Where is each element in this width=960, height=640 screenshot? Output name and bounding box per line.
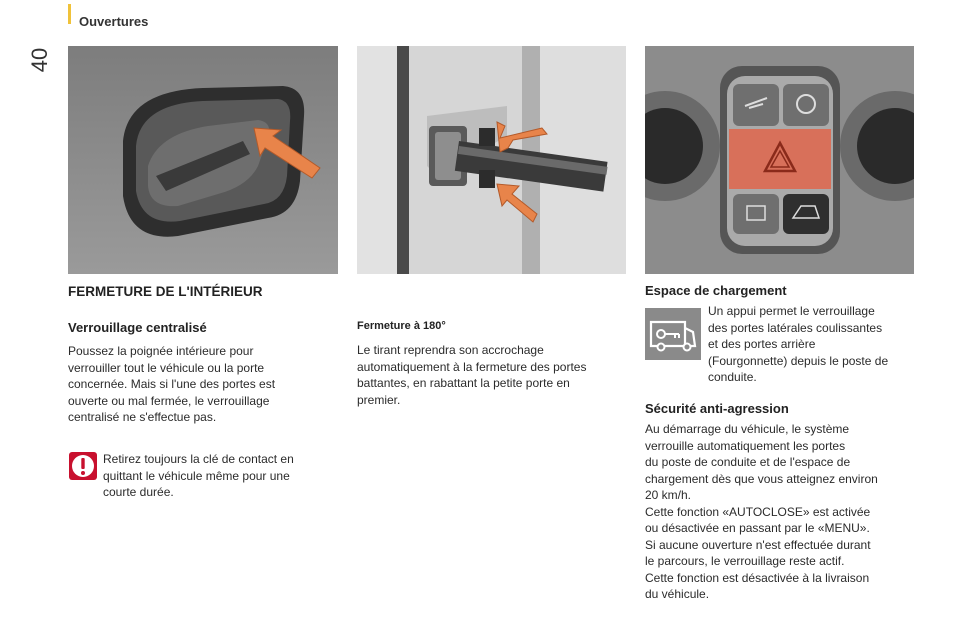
text-line: concernée. Mais si l'une des portes est	[68, 377, 276, 391]
opening-180-paragraph	[357, 342, 586, 408]
text-line: du poste de conduite et de l'espace de	[645, 455, 851, 469]
text-line: le parcours, le verrouillage reste actif.	[645, 554, 845, 568]
text-line: conduite.	[708, 370, 757, 384]
text-line: ouverte ou mal fermée, le verrouillage	[68, 393, 270, 408]
warning-exclamation-icon	[68, 451, 98, 481]
warning-text	[103, 451, 294, 501]
text-line: du véhicule.	[645, 587, 710, 601]
anti-aggression-heading: Sécurité anti-agression	[645, 401, 789, 416]
central-locking-heading: Verrouillage centralisé	[68, 320, 207, 335]
text-line: courte durée.	[103, 485, 174, 499]
section-heading: FERMETURE DE L'INTÉRIEUR	[68, 284, 263, 299]
text-line: automatiquement à la fermeture des portes	[357, 359, 587, 374]
text-line: Si aucune ouverture n'est effectuée durant	[645, 537, 871, 552]
text-line: Cette fonction «AUTOCLOSE» est activée	[645, 504, 871, 519]
dashboard-buttons-photo	[645, 46, 914, 274]
text-line: et des portes arrière	[708, 337, 816, 351]
van-lock-icon	[645, 308, 701, 360]
door-handle-photo	[68, 46, 338, 274]
text-line: Poussez la poignée intérieure pour	[68, 344, 254, 358]
text-line: centralisé ne s'effectue pas.	[68, 410, 217, 424]
page-number: 40	[27, 47, 52, 73]
text-line: Le tirant reprendra son accrochage	[357, 343, 544, 357]
text-line: 20 km/h.	[645, 488, 692, 502]
text-line: battantes, en rabattant la petite porte en	[357, 376, 570, 390]
text-line: Cette fonction est désactivée à la livraison	[645, 570, 870, 585]
text-line: (Fourgonnette) depuis le poste de	[708, 353, 889, 368]
anti-aggression-paragraph	[645, 421, 878, 603]
section-title: Ouvertures	[79, 14, 149, 29]
text-line: Retirez toujours la clé de contact en	[103, 452, 294, 466]
text-line: des portes latérales coulissantes	[708, 320, 883, 335]
text-line: verrouiller tout le véhicule ou la porte	[68, 360, 265, 375]
text-line: Un appui permet le verrouillage	[708, 304, 875, 318]
opening-180-heading: Fermeture à 180°	[357, 320, 446, 332]
text-line: quittant le véhicule même pour une	[103, 468, 290, 483]
cargo-space-paragraph	[708, 303, 888, 386]
cargo-space-heading: Espace de chargement	[645, 283, 787, 298]
text-line: ou désactivée en passant par le «MENU».	[645, 521, 870, 535]
text-line: verrouille automatiquement les portes	[645, 438, 846, 453]
door-strap-photo	[357, 46, 626, 274]
section-accent-bar	[68, 4, 71, 24]
text-line: premier.	[357, 392, 401, 407]
text-line: chargement dès que vous atteignez environ	[645, 471, 878, 486]
central-locking-paragraph	[68, 343, 275, 426]
text-line: Au démarrage du véhicule, le système	[645, 422, 850, 436]
